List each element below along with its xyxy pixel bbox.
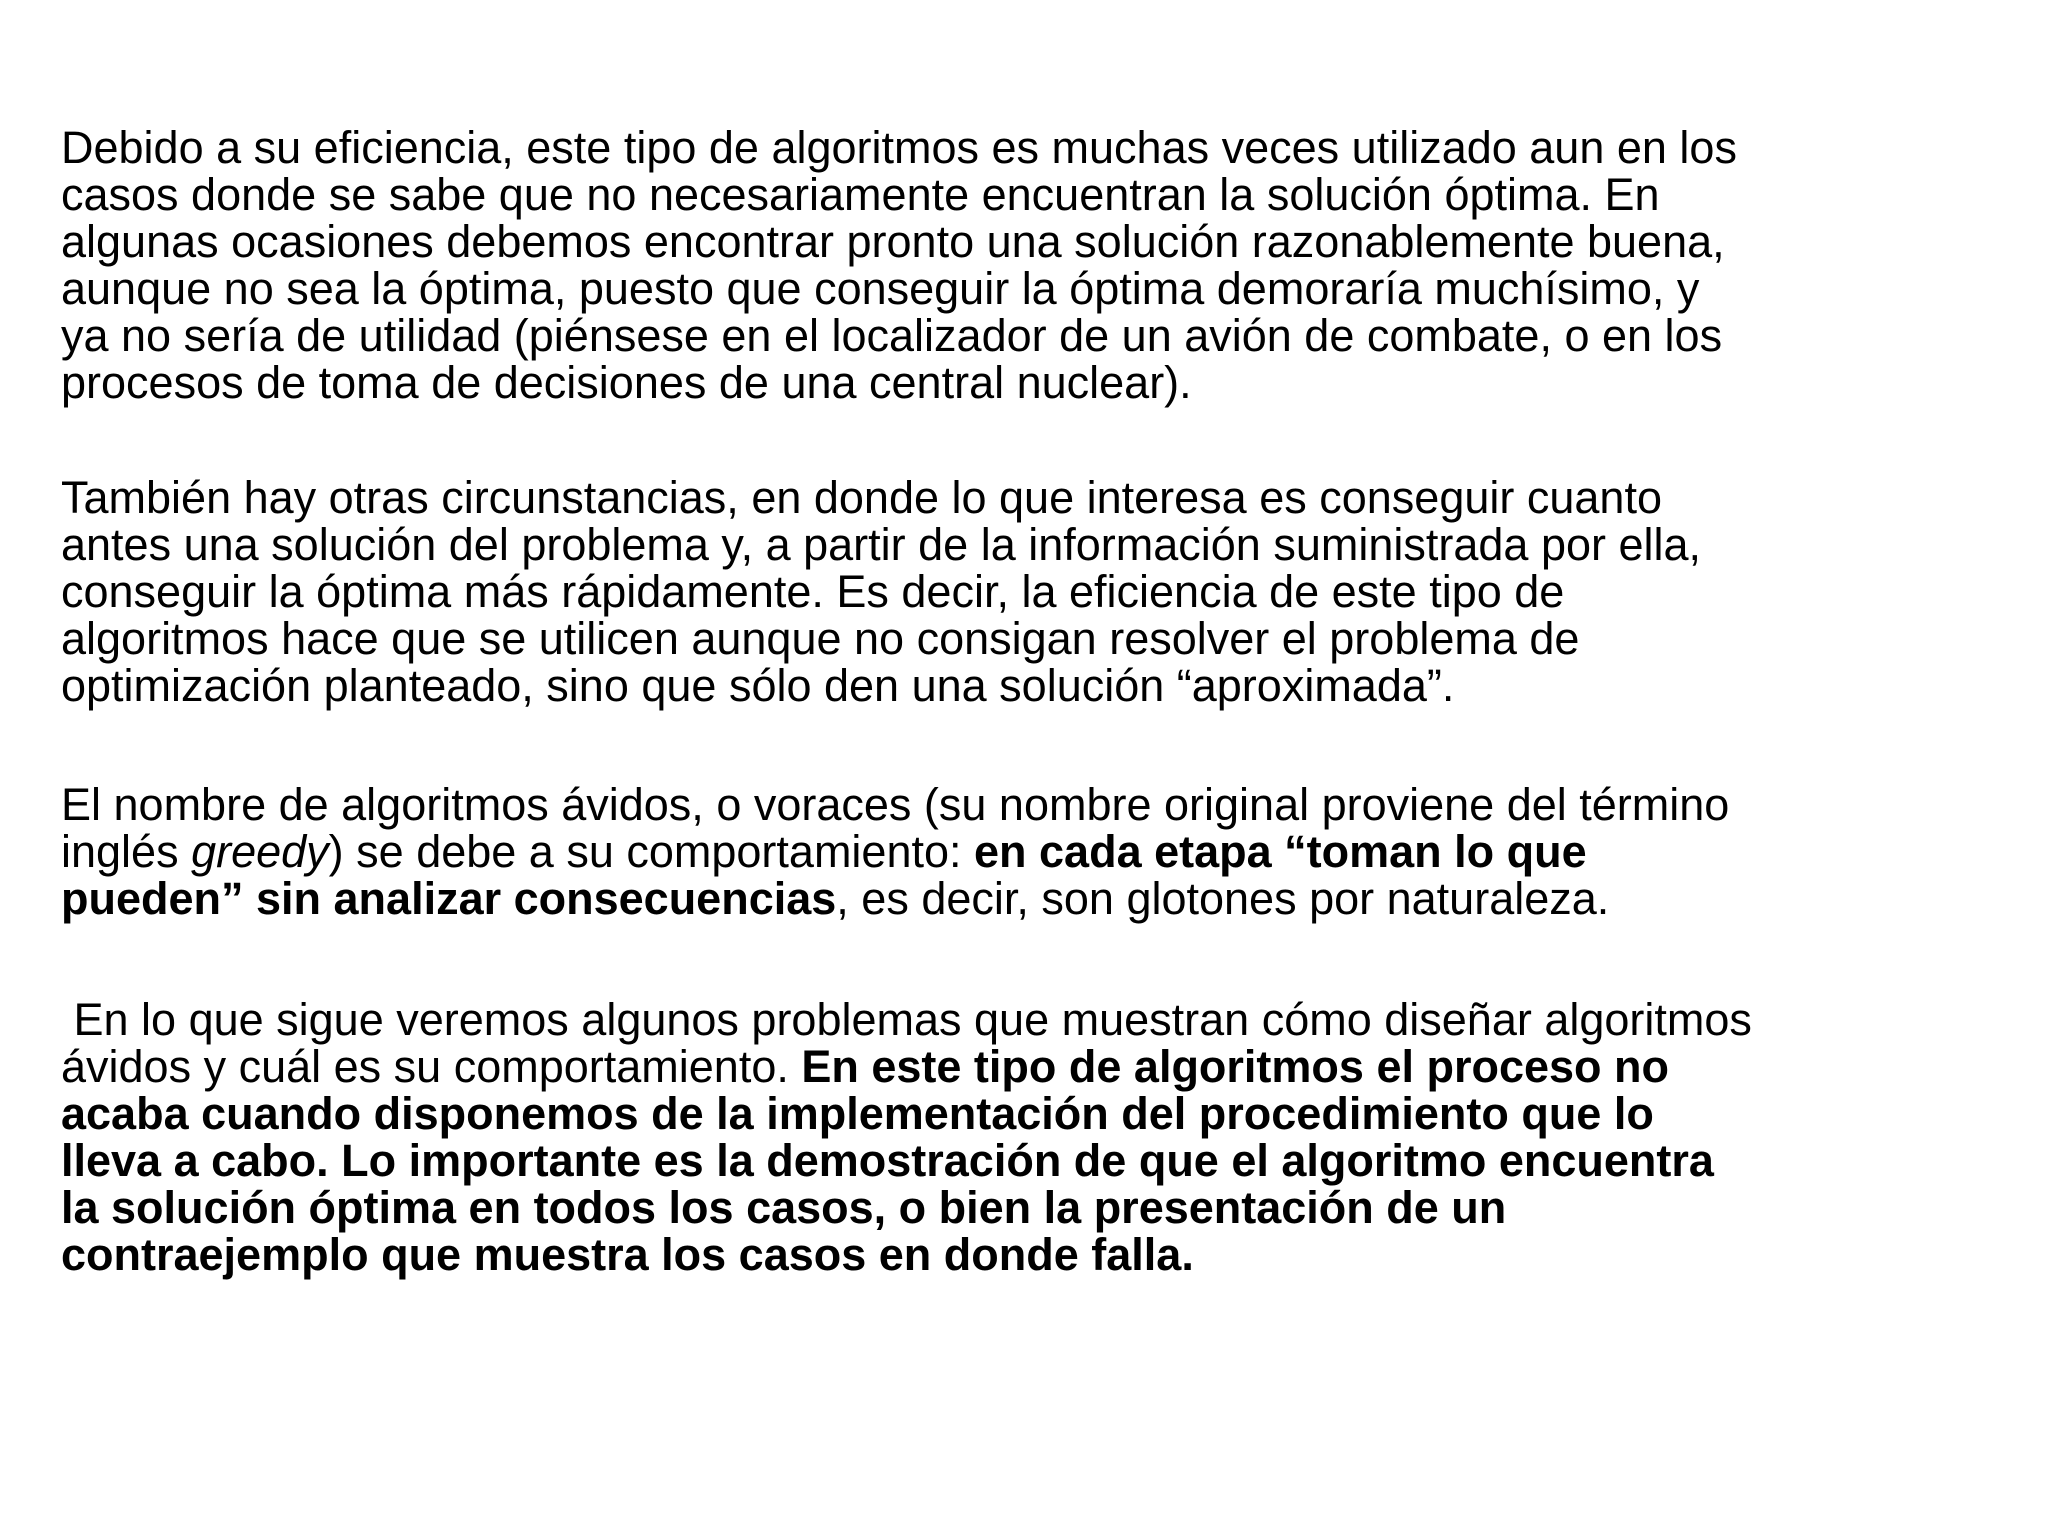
text-line: aunque no sea la óptima, puesto que conseguir la óptima demoraría muchísimo, y <box>61 263 1700 314</box>
text-line: procesos de toma de decisiones de una central nuclear). <box>61 357 1192 408</box>
bold-emphasis: pueden” sin analizar consecuencias <box>61 873 837 924</box>
text-line: Debido a su eficiencia, este tipo de algoritmos es muchas veces utilizado aun en los <box>61 122 1737 173</box>
text-line: casos donde se sabe que no necesariamente encuentran la solución óptima. En <box>61 169 1660 220</box>
text-line: El nombre de algoritmos ávidos, o voraces (su nombre original proviene del término <box>61 779 1730 830</box>
bold-emphasis: la solución óptima en todos los casos, o bien la presentación de un <box>61 1182 1507 1233</box>
italic-term-greedy: greedy <box>191 826 329 877</box>
paragraph-efficiency <box>61 124 2021 406</box>
text-run: ávidos y cuál es su comportamiento. <box>61 1041 802 1092</box>
text-line: ya no sería de utilidad (piénsese en el localizador de un avión de combate, o en los <box>61 310 1723 361</box>
text-line: También hay otras circunstancias, en donde lo que interesa es conseguir cuanto <box>61 472 1662 523</box>
bold-emphasis: acaba cuando disponemos de la implementación del procedimiento que lo <box>61 1088 1654 1139</box>
bold-emphasis: en cada etapa “toman lo que <box>974 826 1587 877</box>
text-line <box>61 1090 2021 1137</box>
text-line: algunas ocasiones debemos encontrar pronto una solución razonablemente buena, <box>61 216 1725 267</box>
text-line: conseguir la óptima más rápidamente. Es decir, la eficiencia de este tipo de <box>61 566 1565 617</box>
text-line: En lo que sigue veremos algunos problemas que muestran cómo diseñar algoritmos <box>61 994 1752 1045</box>
text-line: antes una solución del problema y, a partir de la información suministrada por ella, <box>61 519 1702 570</box>
paragraph-circumstances <box>61 474 2021 709</box>
bold-emphasis: contraejemplo que muestra los casos en donde falla. <box>61 1229 1194 1280</box>
text-line <box>61 875 2021 922</box>
text-line <box>61 828 2021 875</box>
text-run: inglés <box>61 826 192 877</box>
text-line <box>61 1043 2021 1090</box>
bold-emphasis: En este tipo de algoritmos el proceso no <box>801 1041 1670 1092</box>
paragraph-following-problems <box>61 996 2021 1278</box>
text-line: algoritmos hace que se utilicen aunque no consigan resolver el problema de <box>61 613 1580 664</box>
text-line: optimización planteado, sino que sólo den una solución “aproximada”. <box>61 660 1455 711</box>
paragraph-greedy-name <box>61 781 2021 922</box>
text-line <box>61 1184 2021 1231</box>
bold-emphasis: lleva a cabo. Lo importante es la demostración de que el algoritmo encuentra <box>61 1135 1714 1186</box>
text-run: , es decir, son glotones por naturaleza. <box>836 873 1610 924</box>
text-line <box>61 1137 2021 1184</box>
slide-text-body <box>61 124 2021 1278</box>
text-run: ) se debe a su comportamiento: <box>328 826 975 877</box>
text-line <box>61 1231 2021 1278</box>
